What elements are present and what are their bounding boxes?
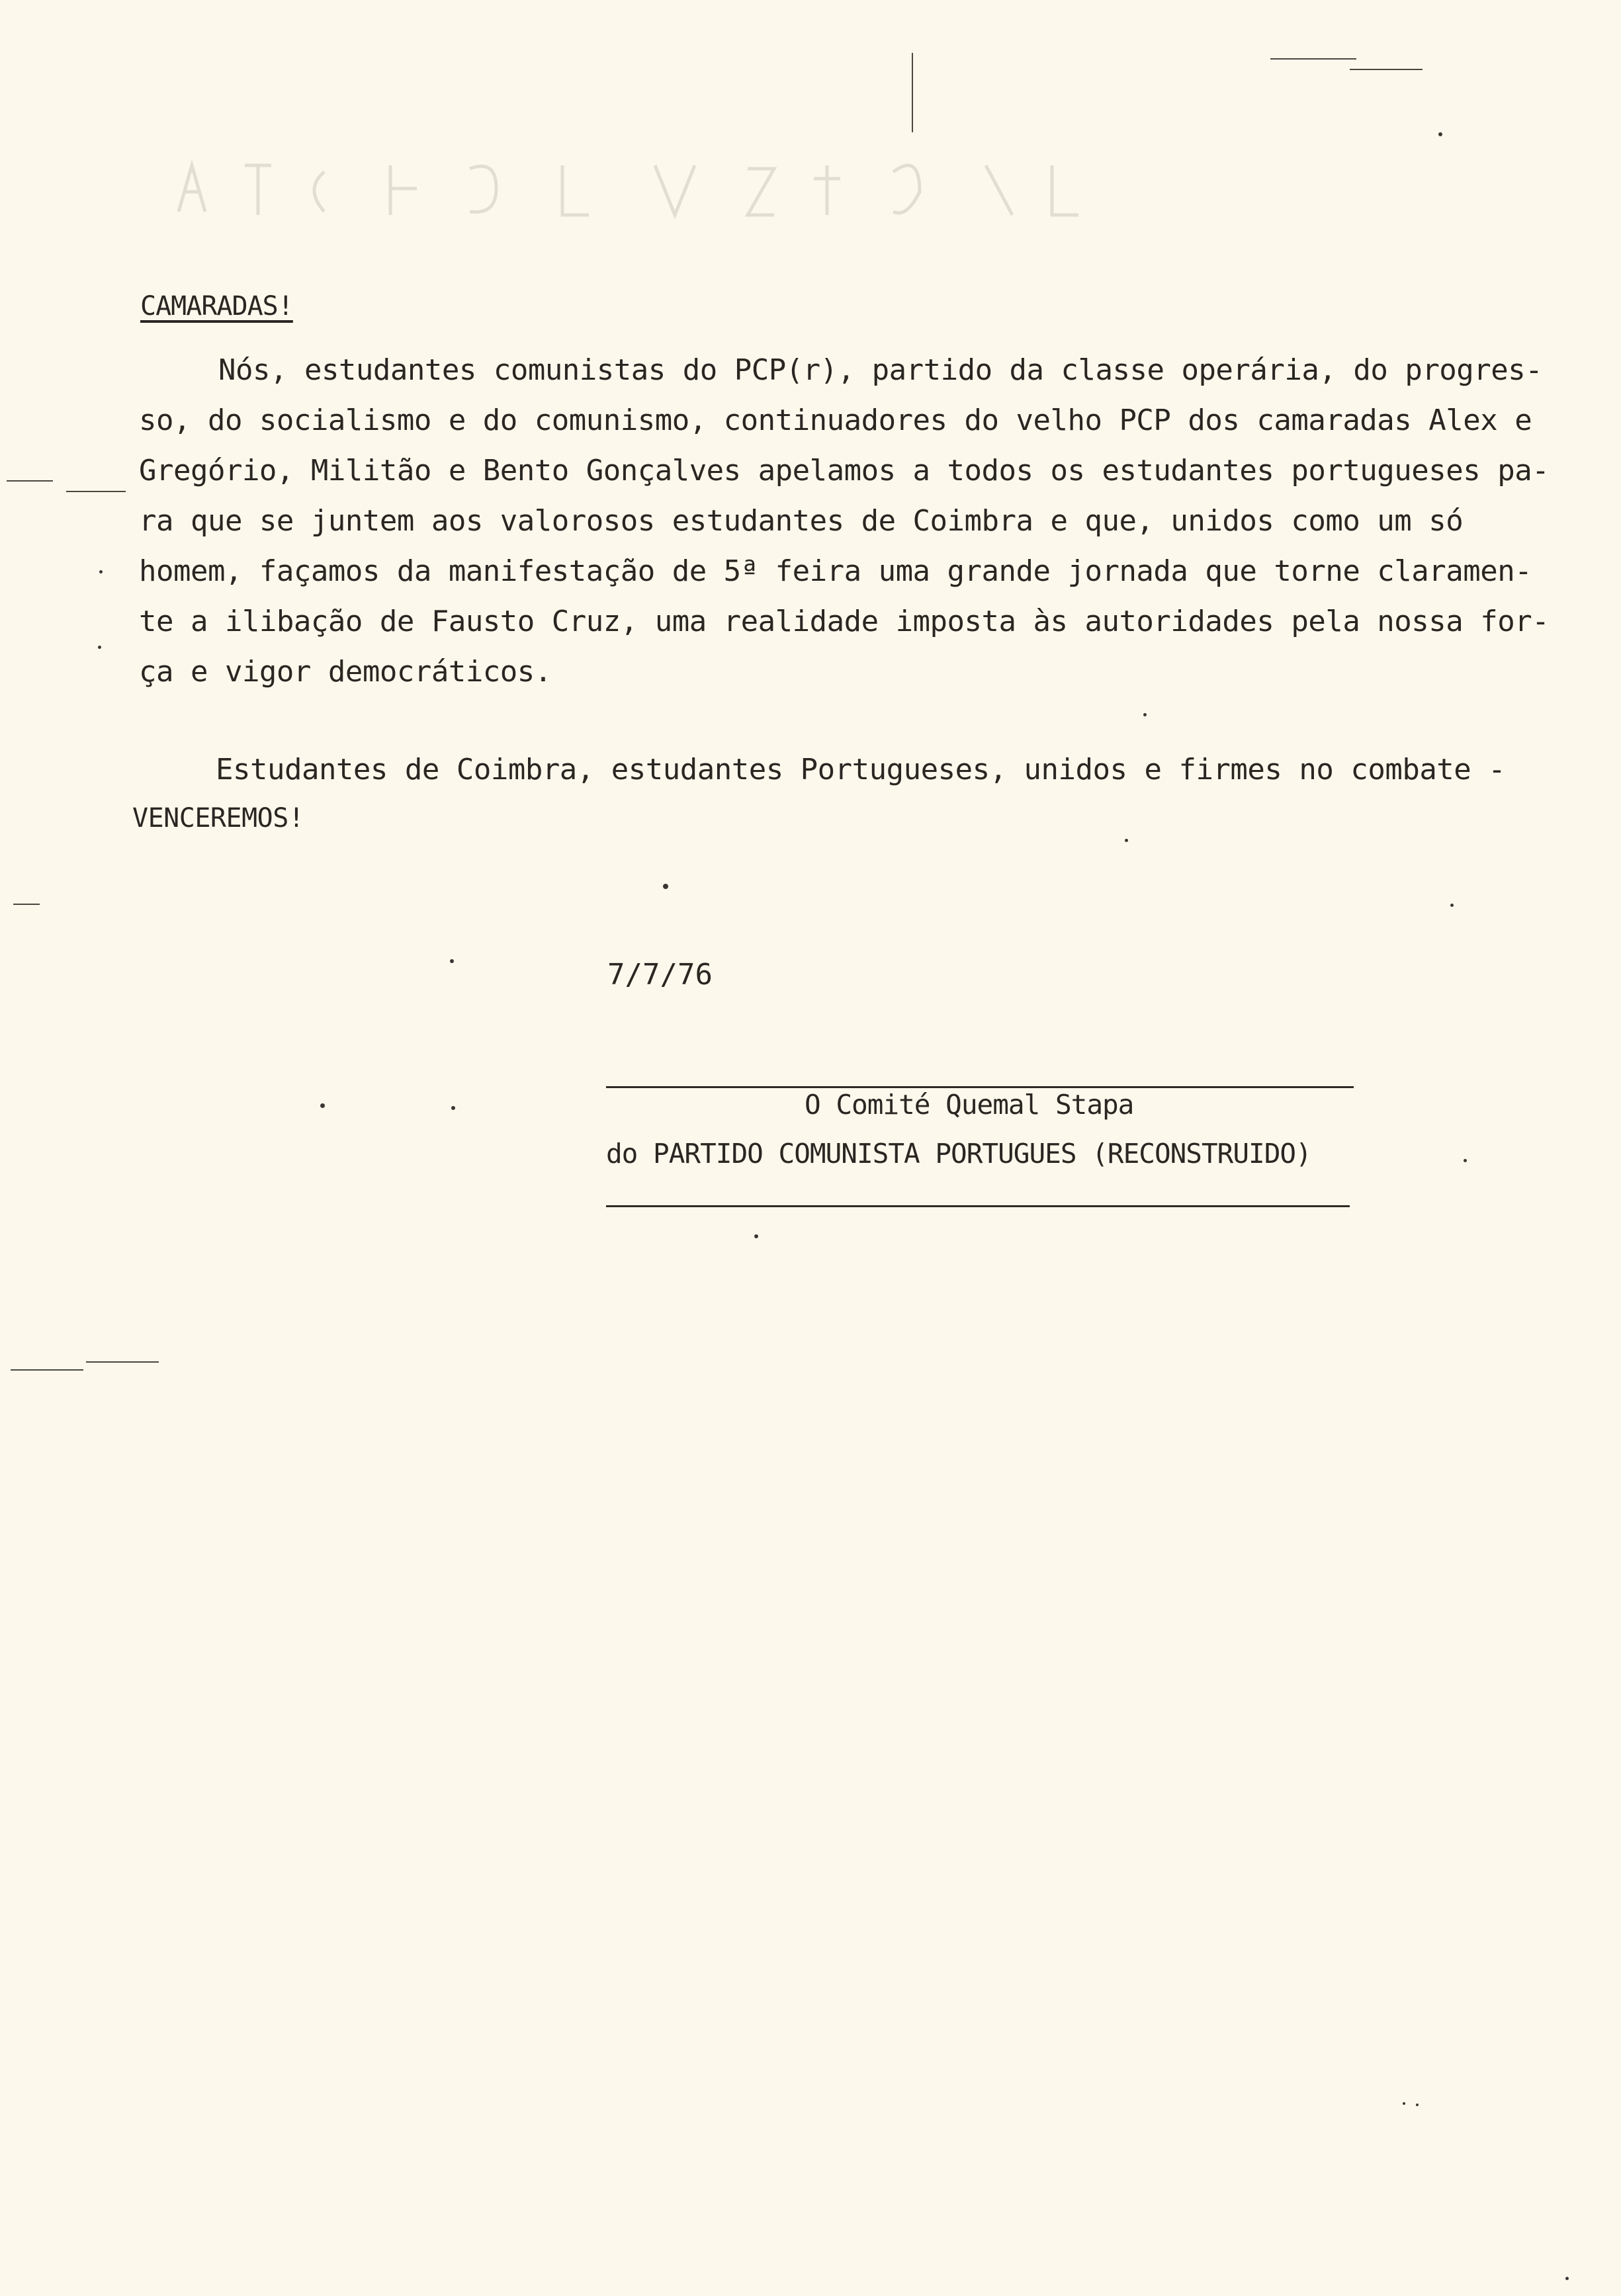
- scan-mark: [1350, 69, 1423, 70]
- scan-mark: [1270, 58, 1356, 60]
- body-line: so, do socialismo e do comunismo, continuadores do velho PCP dos camaradas Alex e: [139, 404, 1532, 437]
- scan-mark: [912, 53, 913, 132]
- body-line: Estudantes de Coimbra, estudantes Portugueses, unidos e firmes no combate -: [216, 753, 1506, 787]
- scan-speck: [663, 884, 668, 889]
- scan-speck: [1403, 2102, 1405, 2105]
- scan-speck: [1450, 904, 1454, 907]
- bleed-through-ghost: [152, 152, 1112, 232]
- body-line: Nós, estudantes comunistas do PCP(r), partido da classe operária, do progres-: [218, 353, 1543, 387]
- scan-mark: [11, 1369, 83, 1371]
- scan-mark: [66, 491, 126, 492]
- signature-rule-bottom: [606, 1205, 1350, 1207]
- heading: CAMARADAS!: [140, 291, 293, 321]
- scan-speck: [1464, 1159, 1467, 1162]
- scan-speck: [98, 646, 101, 649]
- scan-mark: [13, 904, 40, 905]
- signature-committee: O Comité Quemal Stapa: [805, 1089, 1134, 1121]
- date: 7/7/76: [607, 958, 713, 992]
- scan-speck: [450, 959, 454, 963]
- signature-rule-top: [606, 1086, 1354, 1088]
- scan-speck: [1565, 2277, 1569, 2280]
- body-line: ça e vigor democráticos.: [139, 655, 552, 689]
- scan-mark: [7, 480, 53, 482]
- scan-speck: [1438, 132, 1442, 136]
- body-line: homem, façamos da manifestação de 5ª feira uma grande jornada que torne claramen-: [139, 554, 1532, 588]
- scan-speck: [754, 1234, 758, 1238]
- body-line: Gregório, Militão e Bento Gonçalves apelamos a todos os estudantes portugueses pa-: [139, 454, 1550, 488]
- scan-speck: [320, 1103, 325, 1108]
- body-line: ra que se juntem aos valorosos estudantes de Coimbra e que, unidos como um só: [139, 504, 1464, 538]
- scan-speck: [1143, 713, 1147, 716]
- scan-speck: [1416, 2104, 1419, 2106]
- body-line: VENCEREMOS!: [132, 803, 304, 833]
- body-line: te a ilibação de Fausto Cruz, uma realidade imposta às autoridades pela nossa for-: [139, 605, 1550, 638]
- scan-speck: [1125, 839, 1128, 842]
- scan-speck: [99, 570, 103, 574]
- scan-speck: [451, 1106, 455, 1110]
- scan-mark: [86, 1361, 159, 1363]
- signature-party: do PARTIDO COMUNISTA PORTUGUES (RECONSTRUIDO): [606, 1138, 1311, 1169]
